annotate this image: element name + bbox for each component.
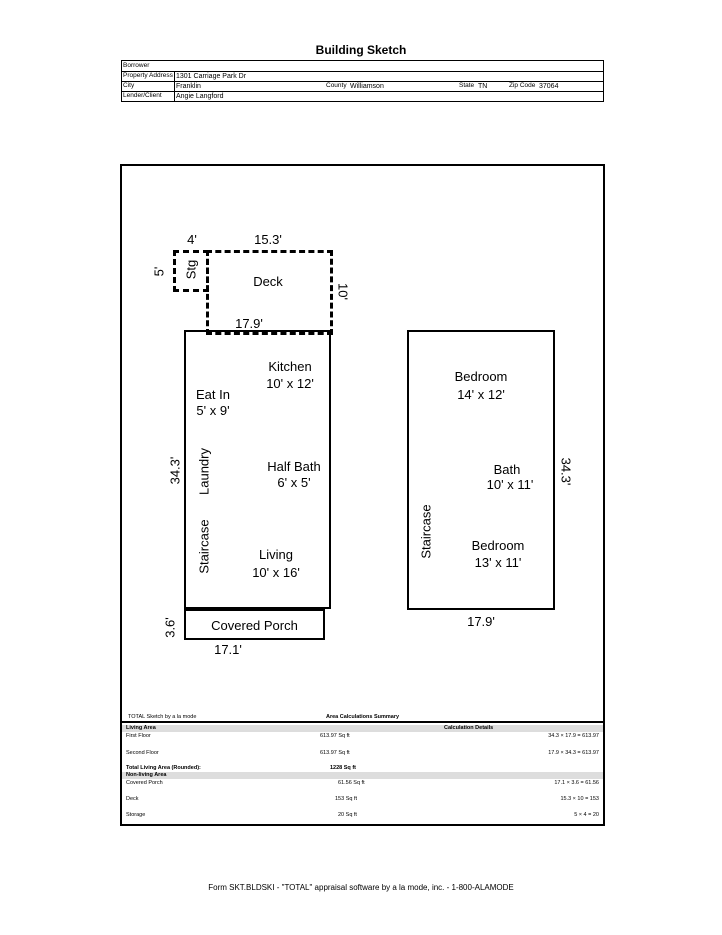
first-floor-row xyxy=(122,733,603,743)
total-living-label: Total Living Area (Rounded): xyxy=(126,765,201,771)
half-bath-name: Half Bath xyxy=(267,459,321,474)
storage-width: 4' xyxy=(187,232,197,247)
porch-width: 17.1' xyxy=(214,642,242,657)
calc-details-head: Calculation Details xyxy=(444,725,494,731)
deck-row xyxy=(122,796,603,806)
address-value: 1301 Carriage Park Dr xyxy=(176,73,247,80)
zip-label: Zip Code xyxy=(509,82,536,89)
state-label: State xyxy=(459,82,475,89)
storage-row-calc: 5 × 4 = 20 xyxy=(574,812,599,818)
porch-label: Covered Porch xyxy=(211,618,298,633)
storage-label: Stg xyxy=(183,259,199,280)
laundry-label: Laundry xyxy=(196,448,212,495)
nonliving-header xyxy=(122,772,603,779)
bedroom2-dim: 13' x 11' xyxy=(474,555,522,570)
first-floor-area: 613.97 Sq ft xyxy=(320,733,350,739)
deck-row-calc: 15.3 × 10 = 153 xyxy=(560,796,599,802)
deck-width: 15.3' xyxy=(254,232,282,247)
staircase-first-label: Staircase xyxy=(196,519,212,574)
first-floor-calc: 34.3 × 17.9 = 613.97 xyxy=(548,733,599,739)
nonliving-head: Non-living Area xyxy=(126,772,167,778)
storage-row-name: Storage xyxy=(126,812,146,818)
storage-height: 5' xyxy=(151,266,167,277)
porch-row xyxy=(122,780,603,790)
eat-in-name: Eat In xyxy=(196,387,230,402)
address-label: Property Address xyxy=(123,72,173,79)
second-floor-name: Second Floor xyxy=(126,750,159,756)
bedroom1-dim: 14' x 12' xyxy=(457,387,505,402)
lender-value: Angie Langford xyxy=(176,93,224,100)
porch-row-area: 61.56 Sq ft xyxy=(338,780,365,786)
first-floor-name: First Floor xyxy=(126,733,151,739)
second-floor-row xyxy=(122,750,603,760)
kitchen-dim: 10' x 12' xyxy=(266,376,314,391)
half-bath-dim: 6' x 5' xyxy=(277,475,311,490)
lender-label: Lender/Client xyxy=(123,92,162,99)
second-floor-width: 17.9' xyxy=(467,614,495,629)
summary-divider xyxy=(122,721,603,723)
bath-dim: 10' x 11' xyxy=(486,477,534,492)
porch-row-name: Covered Porch xyxy=(126,780,163,786)
first-floor-width: 17.9' xyxy=(235,316,263,331)
second-floor-height: 34.3' xyxy=(558,457,574,486)
city-value: Franklin xyxy=(176,83,201,90)
sketch-frame xyxy=(120,164,605,826)
borrower-label: Borrower xyxy=(123,62,150,69)
lender-row xyxy=(122,91,603,102)
bath-name: Bath xyxy=(493,462,521,477)
total-living-value: 1228 Sq ft xyxy=(330,765,356,771)
kitchen-name: Kitchen xyxy=(268,359,312,374)
staircase-second-label: Staircase xyxy=(418,504,434,559)
county-value: Williamson xyxy=(350,83,384,90)
county-label: County xyxy=(326,82,347,89)
living-name: Living xyxy=(259,547,293,562)
summary-title: Area Calculations Summary xyxy=(325,714,400,720)
form-footer: Form SKT.BLDSKI - "TOTAL" appraisal software by a la mode, inc. - 1-800-ALAMODE xyxy=(208,883,514,892)
eat-in-dim: 5' x 9' xyxy=(196,403,230,418)
first-floor-height: 34.3' xyxy=(167,456,183,485)
deck-row-name: Deck xyxy=(126,796,139,802)
porch-height: 3.6' xyxy=(162,617,178,638)
sketch-credit: TOTAL Sketch by a la mode xyxy=(128,714,197,720)
city-label: City xyxy=(123,82,135,89)
state-value: TN xyxy=(478,83,488,90)
living-area-header xyxy=(122,725,603,732)
deck-row-area: 153 Sq ft xyxy=(335,796,358,802)
deck-height: 10' xyxy=(335,283,351,300)
page-title: Building Sketch xyxy=(315,43,407,57)
living-dim: 10' x 16' xyxy=(252,565,300,580)
bedroom1-name: Bedroom xyxy=(454,369,508,384)
deck-label: Deck xyxy=(253,274,283,289)
second-floor-area: 613.97 Sq ft xyxy=(320,750,350,756)
living-area-head: Living Area xyxy=(126,725,156,731)
porch-row-calc: 17.1 × 3.6 = 61.56 xyxy=(554,780,599,786)
property-header xyxy=(121,60,604,102)
second-floor-calc: 17.9 × 34.3 = 613.97 xyxy=(548,750,599,756)
zip-value: 37064 xyxy=(539,83,559,90)
bedroom2-name: Bedroom xyxy=(471,538,525,553)
storage-row-area: 20 Sq ft xyxy=(338,812,357,818)
storage-row xyxy=(122,812,603,822)
